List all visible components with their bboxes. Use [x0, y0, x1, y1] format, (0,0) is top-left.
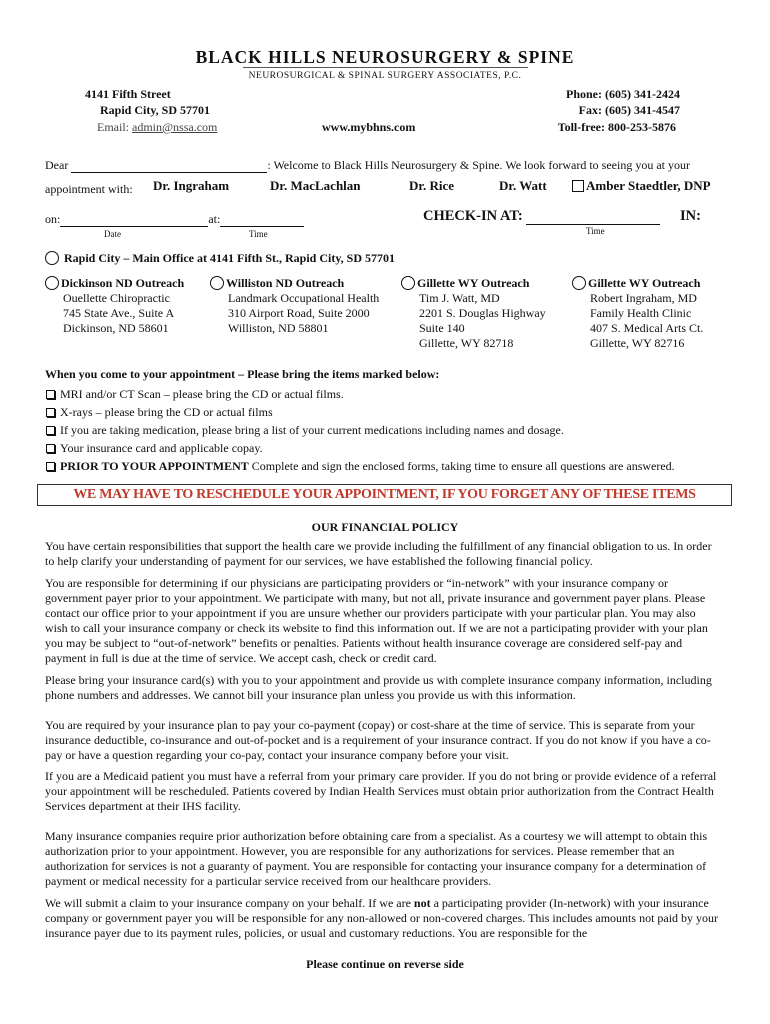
gillette-watt-location[interactable] [401, 276, 546, 351]
tollfree-number: Toll-free: 800-253-5876 [557, 120, 676, 134]
checklist-item-insurance[interactable] [45, 439, 675, 457]
checklist-item-prior[interactable] [45, 457, 675, 475]
checkin-time-caption: Time [586, 226, 605, 236]
checkin-in-label: IN: [680, 208, 701, 224]
checkin-time-field[interactable] [526, 211, 660, 225]
williston-line-2: 310 Airport Road, Suite 2000 [228, 306, 370, 320]
provider-ingraham: Dr. Ingraham [153, 178, 230, 193]
greeting-line [45, 158, 690, 173]
gillette-ingraham-radio[interactable] [572, 276, 586, 290]
williston-title: Williston ND Outreach [226, 276, 345, 290]
gillette-ingraham-title: Gillette WY Outreach [588, 276, 701, 290]
dickinson-line-1: Ouellette Chiropractic [63, 291, 170, 305]
email-label: Email: [97, 120, 129, 134]
gillette-watt-line-4: Gillette, WY 82718 [419, 336, 514, 350]
policy-p7-bold: not [413, 896, 431, 910]
email-link[interactable]: admin@nssa.com [132, 120, 218, 134]
practice-subtitle: NEUROSURGICAL & SPINAL SURGERY ASSOCIATES, P.C. [248, 71, 522, 81]
checklist-item-label: MRI and/or CT Scan – please bring the CD or actual films. [60, 387, 344, 401]
title-divider [243, 67, 528, 68]
website-link[interactable]: www.mybhns.com [322, 120, 416, 134]
gillette-watt-radio[interactable] [401, 276, 415, 290]
checklist-item-mri[interactable] [45, 385, 675, 403]
date-time-line [45, 212, 304, 227]
williston-line-1: Landmark Occupational Health [228, 291, 380, 305]
medication-checkbox[interactable] [46, 426, 55, 435]
mri-checkbox[interactable] [46, 390, 55, 399]
prior-checkbox[interactable] [46, 462, 55, 471]
appointment-with-label: appointment with: [45, 182, 133, 196]
williston-line-3: Williston, ND 58801 [228, 321, 329, 335]
checklist-item-label: Your insurance card and applicable copay. [60, 441, 263, 455]
provider-staedtler[interactable] [572, 178, 711, 194]
gillette-watt-line-2: 2201 S. Douglas Highway [419, 306, 546, 320]
policy-paragraph-2: You are responsible for determining if our physicians are participating providers or “in-network” with your insurance company or government payer prior to your appointment. We participate with many, but not all, private insurance and government payer plans. Please contact our office prior to your appointment if you are unsure whether our providers participate with your particular plan. You may also wish to call your insurance company or check its website to find this information out. If we are not a participating provider with your plan you may be subject to “out-of-network” benefits or penalties. Patients without health insurance coverage are considered self-pay and payment in full is due at the time of service. We accept cash, check or credit card. [45, 576, 708, 665]
policy-p7-start: We will submit a claim to your insurance company on your behalf. If we are [45, 896, 414, 910]
street-address: 4141 Fifth Street [85, 87, 171, 101]
checklist-item-xray[interactable] [45, 403, 675, 421]
dickinson-line-3: Dickinson, ND 58601 [63, 321, 169, 335]
checkin-label: CHECK-IN AT: [423, 208, 523, 224]
policy-paragraph-3: Please bring your insurance card(s) with you to your appointment and provide us with complete insurance company information, including phone numbers and addresses. We cannot bill your insurance plan unless you provide us with this information. [45, 673, 712, 702]
dickinson-title: Dickinson ND Outreach [61, 276, 185, 290]
email-line [97, 120, 217, 135]
checklist-item-medication[interactable] [45, 421, 675, 439]
policy-heading: OUR FINANCIAL POLICY [311, 520, 459, 534]
policy-paragraph-1: You have certain responsibilities that support the health care we provide including the fulfillment of any financial obligation to us. In order to help clarify your understanding of payment for our services, we have established the following financial policy. [45, 539, 712, 568]
policy-p7-end: a participating provider (In-network) with your insurance company or government payer you will be responsible for any non-allowed or non-covered charges. This includes amounts not paid by your insurance payer due to its payment rules, policies, or usual and customary reductions. You are responsible for the [45, 896, 719, 940]
main-office-option[interactable] [45, 251, 395, 266]
xray-checkbox[interactable] [46, 408, 55, 417]
prior-bold-label: PRIOR TO YOUR APPOINTMENT [60, 459, 249, 473]
provider-watt: Dr. Watt [499, 178, 547, 193]
gillette-watt-title: Gillette WY Outreach [417, 276, 530, 290]
checkin-line [423, 208, 660, 225]
gillette-ingraham-line-2: Family Health Clinic [590, 306, 692, 320]
policy-paragraph-4: You are required by your insurance plan to pay your co-payment (copay) or cost-share at the time of service. This is separate from your insurance deductible, co-insurance and out-of-pocket and is a requirement of your insurance contract. If you do not know if you have a co-pay or have a question regarding your co-pay, contact your insurance company before your visit. [45, 718, 711, 762]
time-caption: Time [249, 229, 268, 239]
staedtler-checkbox[interactable] [572, 180, 584, 192]
on-label: on: [45, 212, 61, 226]
gillette-watt-line-3: Suite 140 [419, 321, 465, 335]
main-office-label: Rapid City – Main Office at 4141 Fifth St., Rapid City, SD 57701 [64, 251, 396, 265]
patient-name-field[interactable] [71, 161, 267, 173]
checklist [45, 385, 675, 475]
fax-number: Fax: (605) 341-4547 [578, 103, 680, 117]
staedtler-label: Amber Staedtler, DNP [586, 178, 711, 193]
checklist-item-label: If you are taking medication, please bring a list of your current medications including names and dosage. [60, 423, 564, 437]
time-field[interactable] [220, 215, 304, 227]
gillette-ingraham-line-4: Gillette, WY 82716 [590, 336, 685, 350]
policy-paragraph-5: If you are a Medicaid patient you must have a referral from your primary care provider. If you do not bring or provide evidence of a referral your appointment will be rescheduled. Patients covered by Indian Health Services must obtain prior authorization from the Contract Health Services department at their IHS facility. [45, 769, 717, 813]
welcome-text: : Welcome to Black Hills Neurosurgery & Spine. We look forward to seeing you at your [267, 158, 690, 172]
policy-paragraph-7 [45, 896, 720, 941]
prior-rest-label: Complete and sign the enclosed forms, taking time to ensure all questions are answered. [248, 459, 675, 473]
dickinson-line-2: 745 State Ave., Suite A [63, 306, 175, 320]
gillette-ingraham-line-3: 407 S. Medical Arts Ct. [590, 321, 704, 335]
practice-title: BLACK HILLS NEUROSURGERY & SPINE [195, 47, 575, 67]
williston-location[interactable] [210, 276, 379, 336]
date-field[interactable] [60, 215, 208, 227]
warning-text: WE MAY HAVE TO RESCHEDULE YOUR APPOINTMENT, IF YOU FORGET ANY OF THESE ITEMS [73, 487, 696, 502]
williston-radio[interactable] [210, 276, 224, 290]
gillette-ingraham-location[interactable] [572, 276, 703, 351]
checklist-item-label: X-rays – please bring the CD or actual films [60, 405, 273, 419]
city-address: Rapid City, SD 57701 [100, 103, 211, 117]
provider-maclachlan: Dr. MacLachlan [270, 178, 361, 193]
dear-label: Dear [45, 158, 69, 172]
dickinson-location[interactable] [45, 276, 184, 336]
phone-number: Phone: (605) 341-2424 [566, 87, 680, 101]
main-office-radio[interactable] [45, 251, 59, 265]
dickinson-radio[interactable] [45, 276, 59, 290]
checklist-heading: When you come to your appointment – Please bring the items marked below: [45, 367, 440, 381]
date-caption: Date [104, 229, 121, 239]
insurance-checkbox[interactable] [46, 444, 55, 453]
gillette-ingraham-line-1: Robert Ingraham, MD [590, 291, 697, 305]
continue-note: Please continue on reverse side [306, 957, 464, 971]
policy-paragraph-6: Many insurance companies require prior authorization before obtaining care from a specialist. As a courtesy we will attempt to obtain this authorization prior to your appointment. However, you are responsible for any authorizations for services. Please remember that an authorization for services is not a guaranty of payment. You are responsible for contacting your insurance company for a determination of payment or medical necessity for a particular service received from our healthcare providers. [45, 829, 708, 888]
provider-rice: Dr. Rice [409, 178, 455, 193]
gillette-watt-line-1: Tim J. Watt, MD [419, 291, 500, 305]
at-label: at: [208, 212, 221, 226]
